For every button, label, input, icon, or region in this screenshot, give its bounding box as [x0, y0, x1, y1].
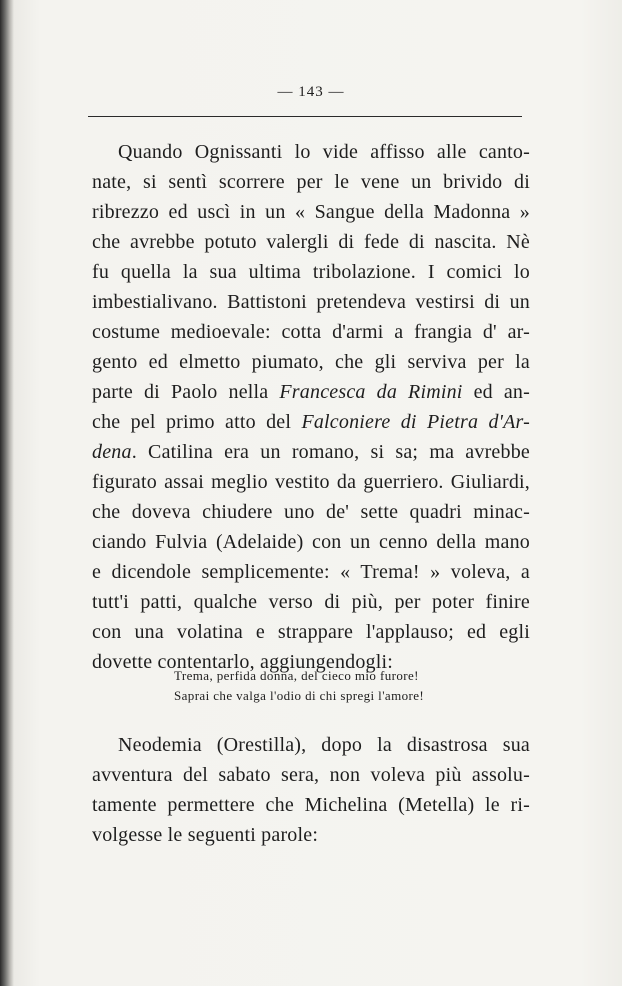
paragraph-line: ciando Fulvia (Adelaide) con un cenno della mano: [92, 531, 530, 553]
paragraph-line: fu quella la sua ultima tribolazione. I comici lo: [92, 261, 530, 283]
paragraph-line: tutt'i patti, qualche verso di più, per poter finire: [92, 591, 530, 613]
paragraph-line: ribrezzo ed uscì in un « Sangue della Madonna »: [92, 201, 530, 223]
work-title: Francesca da Rimini: [279, 381, 463, 403]
paragraph-line: tamente permettere che Michelina (Metella) le ri-: [92, 794, 530, 816]
verse-line: Trema, perfida donna, del cieco mio furore!: [174, 668, 419, 683]
paragraph-line: Quando Ognissanti lo vide affisso alle canto-: [118, 141, 530, 163]
paragraph-line: Neodemia (Orestilla), dopo la disastrosa sua: [118, 734, 530, 756]
binding-edge: [0, 0, 14, 986]
line-text: che pel primo atto del: [92, 411, 302, 433]
work-title: Falconiere di Pietra d'Ar-: [301, 411, 530, 433]
line-text: ed an-: [462, 381, 530, 403]
paragraph-line: dovette contentarlo, aggiungendogli:: [92, 651, 394, 673]
paragraph-line: che doveva chiudere uno de' sette quadri minac-: [92, 501, 530, 523]
line-text: . Catilina era un romano, si sa; ma avrebbe: [131, 441, 530, 463]
paragraph-line: costume medioevale: cotta d'armi a frangia d' ar-: [92, 321, 530, 343]
page-number: — 143 —: [277, 84, 345, 100]
paragraph-line: nate, si sentì scorrere per le vene un brivido di: [92, 171, 530, 193]
header-rule: [88, 116, 522, 117]
paragraph-line: imbestialivano. Battistoni pretendeva vestirsi di un: [92, 291, 530, 313]
paragraph-line: gento ed elmetto piumato, che gli serviva per la: [92, 351, 530, 373]
paragraph-line: figurato assai meglio vestito da guerriero. Giuliardi,: [92, 471, 530, 493]
paragraph-line: che avrebbe potuto valergli di fede di nascita. Nè: [92, 231, 530, 253]
paragraph-line: [92, 407, 530, 437]
line-text: parte di Paolo nella: [92, 381, 280, 403]
paragraph-line: [92, 377, 530, 407]
paragraph-line: [92, 437, 530, 467]
paragraph-line: volgesse le seguenti parole:: [92, 824, 319, 846]
paragraph-line: con una volatina e strappare l'applauso; ed egli: [92, 621, 530, 643]
paragraph-line: e dicendole semplicemente: « Trema! » voleva, a: [92, 561, 530, 583]
paragraph-line: avventura del sabato sera, non voleva più assolu-: [92, 764, 530, 786]
verse-line: Saprai che valga l'odio di chi spregi l'amore!: [174, 688, 425, 703]
work-title: dena: [92, 441, 132, 463]
